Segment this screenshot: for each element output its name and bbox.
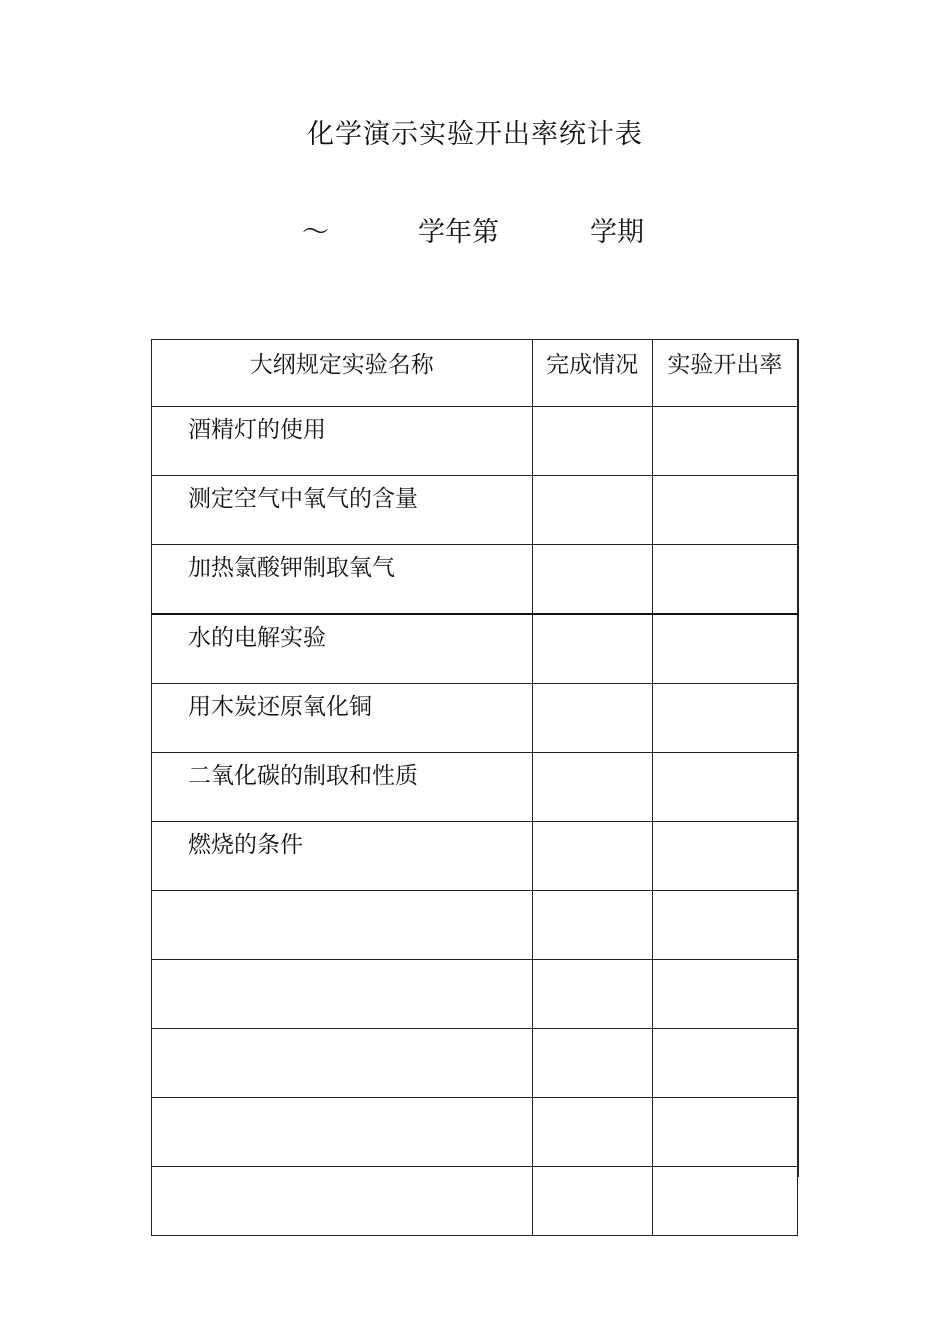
rate-cell (652, 684, 797, 753)
experiment-name-cell: 二氧化碳的制取和性质 (152, 753, 533, 822)
experiment-stats-table (151, 339, 798, 1236)
completion-cell (532, 1167, 652, 1236)
rate-cell (652, 614, 797, 684)
completion-cell (532, 891, 652, 960)
completion-cell (532, 960, 652, 1029)
completion-cell (532, 753, 652, 822)
experiment-name-cell (152, 1167, 533, 1236)
rate-cell (652, 407, 797, 476)
rate-cell (652, 545, 797, 615)
experiment-name-cell: 水的电解实验 (152, 614, 533, 684)
table-row (152, 822, 798, 891)
table-row (152, 1098, 798, 1167)
experiment-name-cell (152, 1029, 533, 1098)
semester-label: 学期 (590, 217, 644, 248)
experiment-name-cell: 用木炭还原氧化铜 (152, 684, 533, 753)
table-row (152, 614, 798, 684)
completion-cell (532, 1029, 652, 1098)
table-header-row (152, 340, 798, 407)
rate-cell (652, 960, 797, 1029)
page-title: 化学演示实验开出率统计表 (307, 119, 643, 150)
academic-year-label: 学年第 (418, 217, 499, 248)
table-row (152, 960, 798, 1029)
completion-cell (532, 614, 652, 684)
rate-cell (652, 753, 797, 822)
table-row (152, 545, 798, 615)
experiment-name-cell (152, 960, 533, 1029)
table-row (152, 684, 798, 753)
table-row (152, 407, 798, 476)
header-completion: 完成情况 (532, 340, 652, 407)
table-row (152, 753, 798, 822)
rate-cell (652, 1029, 797, 1098)
completion-cell (532, 822, 652, 891)
term-line (0, 210, 950, 250)
table-row (152, 1029, 798, 1098)
experiment-name-cell: 燃烧的条件 (152, 822, 533, 891)
table-row (152, 476, 798, 545)
completion-cell (532, 1098, 652, 1167)
table-row (152, 1167, 798, 1236)
experiment-name-cell: 测定空气中氧气的含量 (152, 476, 533, 545)
completion-cell (532, 407, 652, 476)
rate-cell (652, 1167, 797, 1236)
table-row (152, 891, 798, 960)
experiment-name-cell: 加热氯酸钾制取氧气 (152, 545, 533, 615)
table-double-rule (798, 339, 799, 1177)
experiment-name-cell (152, 1098, 533, 1167)
experiment-name-cell: 酒精灯的使用 (152, 407, 533, 476)
header-rate: 实验开出率 (652, 340, 797, 407)
rate-cell (652, 891, 797, 960)
rate-cell (652, 822, 797, 891)
completion-cell (532, 476, 652, 545)
experiment-name-cell (152, 891, 533, 960)
completion-cell (532, 545, 652, 615)
term-tilde: ～ (302, 217, 329, 248)
rate-cell (652, 476, 797, 545)
rate-cell (652, 1098, 797, 1167)
completion-cell (532, 684, 652, 753)
header-experiment-name: 大纲规定实验名称 (152, 340, 533, 407)
